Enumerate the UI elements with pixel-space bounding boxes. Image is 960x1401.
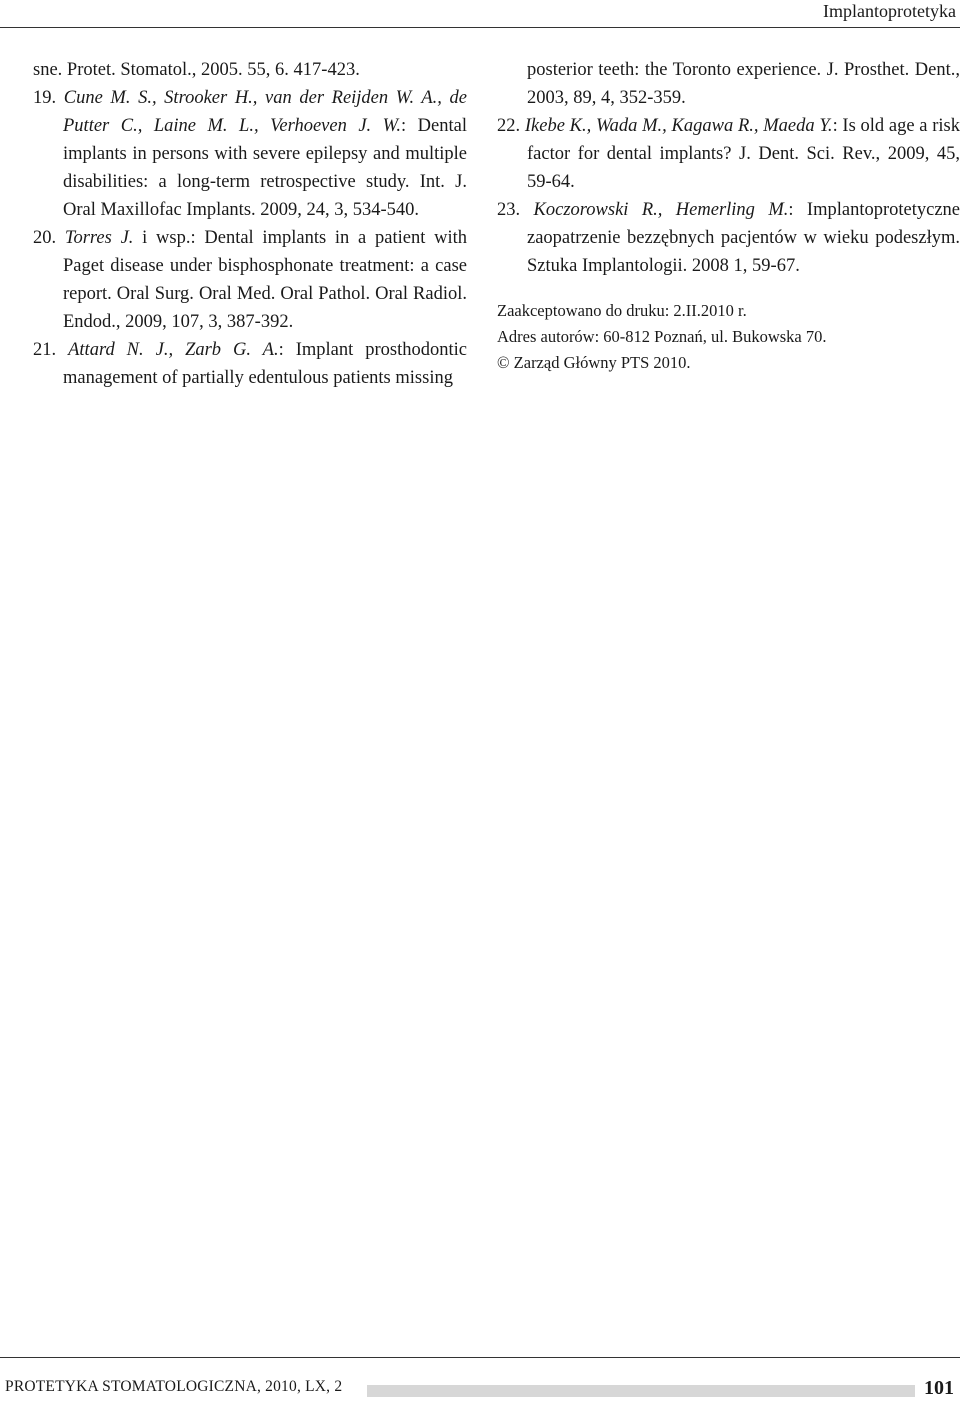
- reference-21: [33, 336, 467, 392]
- reference-number: 22.: [497, 116, 521, 136]
- reference-authors: Ikebe K., Wada M., Kagawa R., Maeda Y.: [524, 116, 833, 136]
- footer-journal-title: PROTETYKA STOMATOLOGICZNA, 2010, LX, 2: [5, 1378, 343, 1395]
- references-left-column: [33, 56, 467, 392]
- reference-text: : Is old age a risk factor for dental implants? J. Dent. Sci. Rev., 2009, 45, 59-64.: [527, 116, 960, 192]
- footer-rule: [0, 1357, 960, 1358]
- reference-authors: Torres J.: [64, 228, 134, 248]
- running-head: Implantoprotetyka: [823, 1, 956, 21]
- reference-18-continuation: sne. Protet. Stomatol., 2005. 55, 6. 417-423.: [33, 60, 360, 80]
- reference-number: 20.: [33, 228, 57, 248]
- reference-21-continuation: posterior teeth: the Toronto experience. J. Prosthet. Dent., 2003, 89, 4, 352-359.: [527, 60, 960, 108]
- accepted-date: Zaakceptowano do druku: 2.II.2010 r.: [497, 301, 747, 320]
- footer-decorative-bar: [367, 1385, 915, 1397]
- copyright-line: © Zarząd Główny PTS 2010.: [497, 353, 691, 372]
- author-address: Adres autorów: 60-812 Poznań, ul. Bukowska 70.: [497, 327, 827, 346]
- reference-text: : Implantoprotetyczne zaopatrzenie bezzębnych pacjentów w wieku podeszłym. Sztuka Implantologii. 2008 1, 59-67.: [527, 200, 960, 276]
- reference-19: [33, 84, 467, 224]
- reference-number: 21.: [33, 340, 57, 360]
- reference-authors: Cune M. S., Strooker H., van der Reijden W. A., de Putter C., Laine M. L., Verhoeven J. W.: [63, 88, 467, 136]
- reference-20: [33, 224, 467, 336]
- references-right-column: [497, 56, 960, 376]
- reference-text: : Dental implants in persons with severe epilepsy and multiple disabilities: a long-term retrospective study. Int. J. Oral Maxillofac Implants. 2009, 24, 3, 534-540.: [63, 116, 467, 220]
- reference-text: i wsp.: Dental implants in a patient with Paget disease under bisphosphonate treatment: a case report. Oral Surg. Oral Med. Oral Pathol. Oral Radiol. Endod., 2009, 107, 3, 387-392.: [63, 228, 467, 332]
- header-rule: [0, 27, 960, 28]
- reference-22: [497, 112, 960, 196]
- article-closing-notes: [497, 298, 960, 376]
- page-number: 101: [924, 1377, 954, 1399]
- reference-number: 23.: [497, 200, 521, 220]
- reference-number: 19.: [33, 88, 57, 108]
- reference-text: : Implant prosthodontic management of partially edentulous patients missing: [63, 340, 467, 388]
- reference-23: [497, 196, 960, 280]
- reference-authors: Koczorowski R., Hemerling M.: [533, 200, 789, 220]
- reference-authors: Attard N. J., Zarb G. A.: [68, 340, 279, 360]
